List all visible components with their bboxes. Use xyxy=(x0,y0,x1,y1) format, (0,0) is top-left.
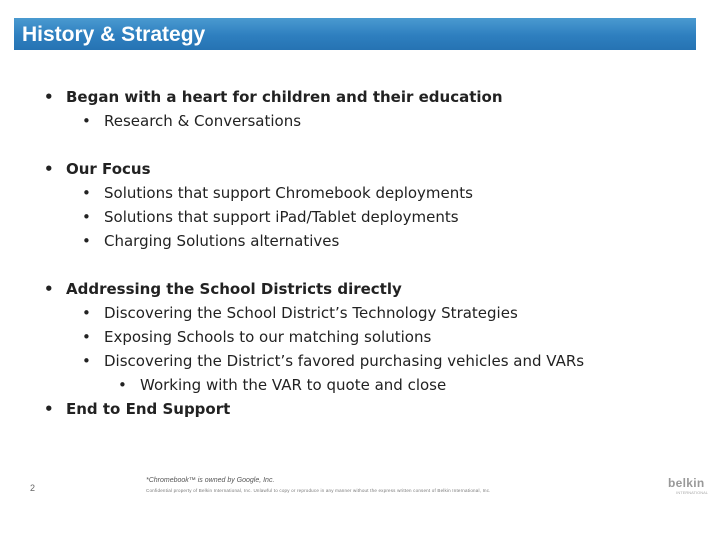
bullet-glyph: • xyxy=(44,280,54,298)
bullet-glyph: • xyxy=(82,352,91,370)
bullet-glyph: • xyxy=(82,328,91,346)
bullet-glyph: • xyxy=(118,376,127,394)
bullet-text: Began with a heart for children and their education xyxy=(66,88,503,106)
slide-title: History & Strategy xyxy=(22,23,206,46)
bullet-glyph: • xyxy=(82,232,91,250)
bullet-text: Discovering the District’s favored purchasing vehicles and VARs xyxy=(104,352,585,370)
bullet-text: Solutions that support Chromebook deployments xyxy=(104,184,473,202)
bullet-text: Working with the VAR to quote and close xyxy=(140,376,447,394)
bullet-glyph: • xyxy=(82,112,91,130)
bullet-glyph: • xyxy=(44,88,54,106)
bullet-text: Research & Conversations xyxy=(104,112,302,130)
logo-subtitle: INTERNATIONAL xyxy=(676,490,708,495)
bullet-text: Our Focus xyxy=(66,160,151,178)
bullet-glyph: • xyxy=(82,304,91,322)
bullet-glyph: • xyxy=(82,208,91,226)
bullet-glyph: • xyxy=(44,400,54,418)
bullet-text: Solutions that support iPad/Tablet deployments xyxy=(104,208,459,226)
logo-word: belkin xyxy=(668,476,705,490)
belkin-logo xyxy=(668,476,708,500)
bullet-glyph: • xyxy=(44,160,54,178)
bullet-text: Discovering the School District’s Technology Strategies xyxy=(104,304,518,322)
bullet-text: Exposing Schools to our matching solutions xyxy=(104,328,432,346)
title-bar xyxy=(14,18,696,50)
bullet-text: Charging Solutions alternatives xyxy=(104,232,340,250)
chromebook-footnote: *Chromebook™ is owned by Google, Inc. xyxy=(146,477,275,484)
bullet-glyph: • xyxy=(82,184,91,202)
bullet-text: End to End Support xyxy=(66,400,231,418)
page-number: 2 xyxy=(30,483,36,493)
bullet-text: Addressing the School Districts directly xyxy=(66,280,402,298)
confidential-notice: Confidential property of Belkin International, Inc. Unlawful to copy or reproduce in any manner without the express written consent of Belkin International, Inc. xyxy=(146,488,491,493)
